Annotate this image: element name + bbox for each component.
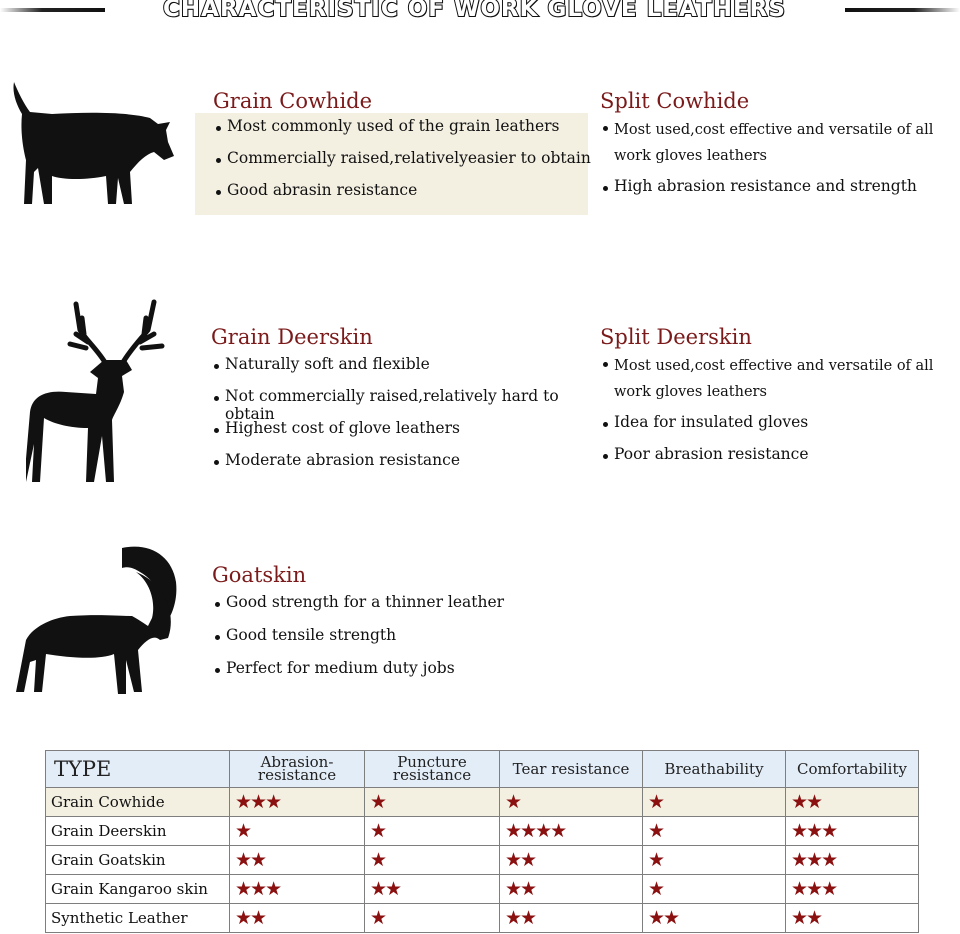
table-row [46,904,919,933]
star-rating: ★ [370,848,386,871]
rating-cell [230,846,365,875]
grain-cowhide-heading: Grain Cowhide [213,89,373,113]
list-item: Most used,cost effective and versatile of all work gloves leathers [600,353,958,413]
title-rule-left [0,8,105,12]
rating-cell [786,875,919,904]
rating-cell [500,875,643,904]
star-rating: ★★ [370,877,401,900]
row-type: Grain Cowhide [46,788,230,817]
star-rating: ★ [648,877,664,900]
rating-cell [643,875,786,904]
grain-deerskin-block [211,325,591,483]
star-rating: ★ [235,819,251,842]
rating-cell [786,788,919,817]
star-rating: ★ [370,819,386,842]
rating-cell [500,904,643,933]
star-rating: ★★ [505,848,536,871]
rating-cell [786,846,919,875]
star-rating: ★★★ [791,819,837,842]
grain-cowhide-block [213,89,593,213]
table-row [46,788,919,817]
header-comfortability: Comfortability [786,751,919,788]
split-cowhide-list [600,117,958,195]
list-item: Good strength for a thinner leather [212,593,592,626]
star-rating: ★ [648,848,664,871]
star-rating: ★★ [791,906,822,929]
header-type: TYPE [46,751,230,788]
rating-cell [365,875,500,904]
list-item: Poor abrasion resistance [600,445,958,463]
split-deerskin-block [600,325,958,463]
star-rating: ★★ [648,906,679,929]
title-bar [0,0,960,24]
rating-cell [643,817,786,846]
split-deerskin-heading: Split Deerskin [600,325,752,349]
title-rule-right [845,8,960,12]
split-cowhide-block [600,89,958,195]
list-item: High abrasion resistance and strength [600,177,958,195]
list-item: Most used,cost effective and versatile of all work gloves leathers [600,117,958,177]
header-tear: Tear resistance [500,751,643,788]
rating-cell [643,904,786,933]
header-breathability: Breathability [643,751,786,788]
rating-cell [230,817,365,846]
header-puncture: Puncture resistance [365,751,500,788]
row-type: Synthetic Leather [46,904,230,933]
star-rating: ★★★ [791,877,837,900]
star-rating: ★★★★ [505,819,566,842]
list-item: Not commercially raised,relatively hard to obtain [211,387,591,419]
star-rating: ★ [370,790,386,813]
rating-cell [786,904,919,933]
rating-cell [500,788,643,817]
rating-cell [786,817,919,846]
rating-cell [500,846,643,875]
deer-icon [26,296,172,484]
star-rating: ★★ [505,906,536,929]
row-type: Grain Goatskin [46,846,230,875]
list-item: Good abrasin resistance [213,181,593,213]
table-row [46,846,919,875]
star-rating: ★★★ [235,877,281,900]
star-rating: ★ [648,790,664,813]
table-header-row [46,751,919,788]
page-title: CHARACTERISTIC OF WORK GLOVE LEATHERS [163,0,786,22]
rating-cell [230,788,365,817]
star-rating: ★★ [235,906,266,929]
star-rating: ★★ [505,877,536,900]
star-rating: ★★★ [791,848,837,871]
rating-cell [643,846,786,875]
list-item: Commercially raised,relativelyeasier to obtain [213,149,593,181]
split-deerskin-list [600,353,958,463]
list-item: Most commonly used of the grain leathers [213,117,593,149]
list-item: Good tensile strength [212,626,592,659]
list-item: Moderate abrasion resistance [211,451,591,483]
rating-cell [230,904,365,933]
rating-cell [500,817,643,846]
star-rating: ★ [370,906,386,929]
grain-deerskin-list [211,355,591,483]
star-rating: ★★★ [235,790,281,813]
star-rating: ★★ [235,848,266,871]
list-item: Perfect for medium duty jobs [212,659,592,692]
row-type: Grain Deerskin [46,817,230,846]
cow-icon [8,80,176,210]
goatskin-block [212,563,592,692]
rating-cell [643,788,786,817]
rating-cell [365,904,500,933]
table-row [46,875,919,904]
row-type: Grain Kangaroo skin [46,875,230,904]
rating-cell [365,817,500,846]
split-cowhide-heading: Split Cowhide [600,89,750,113]
rating-table [45,750,919,933]
header-abrasion: Abrasion-resistance [230,751,365,788]
rating-cell [365,788,500,817]
goatskin-heading: Goatskin [212,563,307,587]
table-row [46,817,919,846]
star-rating: ★★ [791,790,822,813]
list-item: Naturally soft and flexible [211,355,591,387]
goatskin-list [212,593,592,692]
star-rating: ★ [505,790,521,813]
rating-cell [365,846,500,875]
rating-cell [230,875,365,904]
goat-icon [10,542,182,702]
star-rating: ★ [648,819,664,842]
list-item: Highest cost of glove leathers [211,419,591,451]
list-item: Idea for insulated gloves [600,413,958,445]
grain-deerskin-heading: Grain Deerskin [211,325,373,349]
grain-cowhide-list [213,117,593,213]
